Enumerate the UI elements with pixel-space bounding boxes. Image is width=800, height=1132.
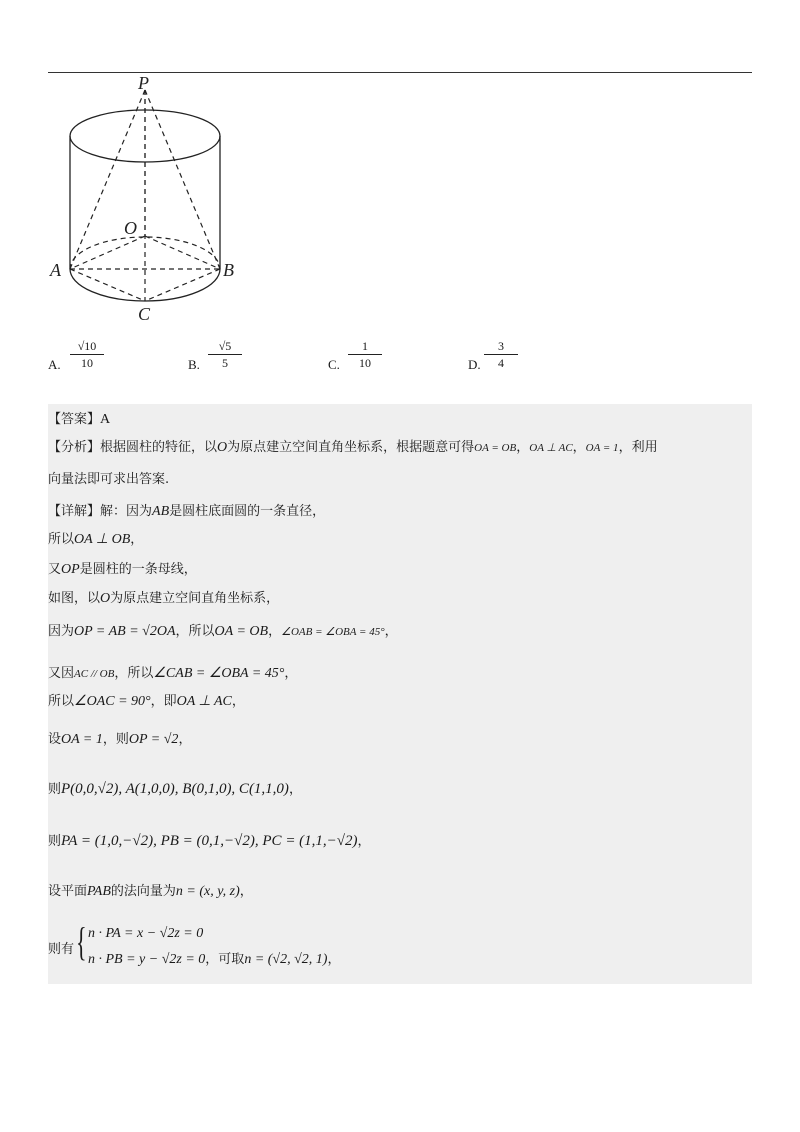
text: ，即 [150,694,177,709]
choice-fraction [208,338,242,371]
math: ∠OAC = 90° [74,694,151,709]
answer-line [48,408,110,428]
math: OA = 1 [61,732,103,747]
math: P(0,0,√2), A(1,0,0), B(0,1,0), C(1,1,0) [61,781,289,797]
system-equation-1 [88,926,203,942]
math: OA ⊥ OB [74,532,131,547]
choice-fraction [484,338,518,371]
text: ， [516,440,530,455]
header-rule [48,72,752,73]
choice-letter: D. [468,357,481,372]
text: ， [268,624,282,639]
text: 如图，以 [48,591,101,606]
denominator: 10 [81,356,93,370]
text: ，可取 [205,952,245,967]
math: ∠CAB = ∠OBA = 45° [153,666,285,681]
text: 是圆柱的一条母线， [79,562,197,577]
math: O [100,591,111,606]
math: n = (x, y, z) [175,884,240,899]
detail-tag: 【详解】 [48,504,101,519]
text: ，利用 [618,440,658,455]
text: ， [572,440,586,455]
analysis-tag: 【分析】 [48,440,101,455]
right-angle-line [48,690,245,710]
coordinate-system-line [48,587,279,607]
denominator: 10 [359,356,371,370]
detail-line [48,500,325,520]
text: 根据圆柱的特征，以 [100,440,218,455]
text: 设平面 [48,884,88,899]
math: OA = OB [474,442,517,454]
denominator: 4 [498,356,504,370]
text: ， [327,952,341,967]
text: 的法向量为 [110,884,176,899]
text: 则 [48,834,62,849]
text: ， [288,782,302,797]
math: AC // OB [74,668,115,680]
math: OP = √2 [128,732,179,747]
math: PAB [87,884,111,899]
so-perp-line [48,528,143,548]
numerator: √10 [70,338,104,355]
choice-letter: C. [328,357,340,372]
set-length-line [48,728,191,748]
solution-panel [48,404,752,984]
math: n · PA = x − √2z = 0 [88,926,204,941]
text: ， [239,884,253,899]
label-A: A [50,260,61,280]
math: PA = (1,0,−√2), PB = (0,1,−√2), PC = (1,1,−√2) [61,833,358,849]
system-equation-2 [88,948,340,968]
denominator: 5 [222,356,228,370]
text: 为原点建立空间直角坐标系， [110,591,280,606]
text: 则有 [48,942,75,957]
text: 又因 [48,666,75,681]
label-O: O [124,218,137,238]
math: n · PB = y − √2z = 0 [88,952,206,967]
math: OA ⊥ AC [176,694,232,709]
because-line [48,620,398,640]
math: n = (√2, √2, 1) [244,952,328,967]
analysis-line-2: 向量法即可求出答案. [48,472,170,487]
parallel-line [48,662,297,682]
edge-PB [145,90,220,269]
math: OP [61,562,80,577]
text: ， [231,694,245,709]
text: ，所以 [114,666,154,681]
text: ， [357,834,371,849]
normal-vector-line [48,880,253,900]
text: 所以 [48,694,75,709]
text: 解：因为 [100,504,153,519]
system-line [48,938,74,957]
text: 设 [48,732,62,747]
choice-fraction [348,338,382,371]
cylinder-figure [48,76,248,326]
choice-letter: A. [48,357,61,372]
text: 是圆柱底面圆的一条直径， [169,504,326,519]
label-P: P [138,76,149,93]
vectors-line [48,830,371,850]
choice-letter: B. [188,357,200,372]
answer-value: A [100,412,111,427]
text: 又 [48,562,62,577]
system-brace: { [76,919,87,964]
text: 则 [48,782,62,797]
math: OP = AB = √2OA [74,624,176,639]
label-B: B [223,260,234,280]
text: ，所以 [175,624,215,639]
analysis-line [48,436,658,456]
text: ， [384,624,398,639]
text: ， [178,732,192,747]
coordinates-line [48,778,302,798]
text: ， [284,666,298,681]
math: O [217,440,228,455]
text: 因为 [48,624,75,639]
text: 所以 [48,532,75,547]
answer-tag: 【答案】 [48,412,101,427]
label-C: C [138,304,151,324]
answer-choices [48,338,668,378]
math: AB [152,504,170,519]
text: ， [130,532,144,547]
text: 为原点建立空间直角坐标系，根据题意可得 [227,440,475,455]
generatrix-line [48,558,197,578]
math: OA = 1 [585,442,619,454]
math: ∠OAB = ∠OBA = 45° [281,626,385,638]
text: ，则 [102,732,129,747]
numerator: 3 [484,338,518,355]
numerator: 1 [348,338,382,355]
math: OA = OB [214,624,269,639]
edge-PA [70,90,145,269]
numerator: √5 [208,338,242,355]
choice-fraction [70,338,104,371]
math: OA ⊥ AC [529,442,573,454]
